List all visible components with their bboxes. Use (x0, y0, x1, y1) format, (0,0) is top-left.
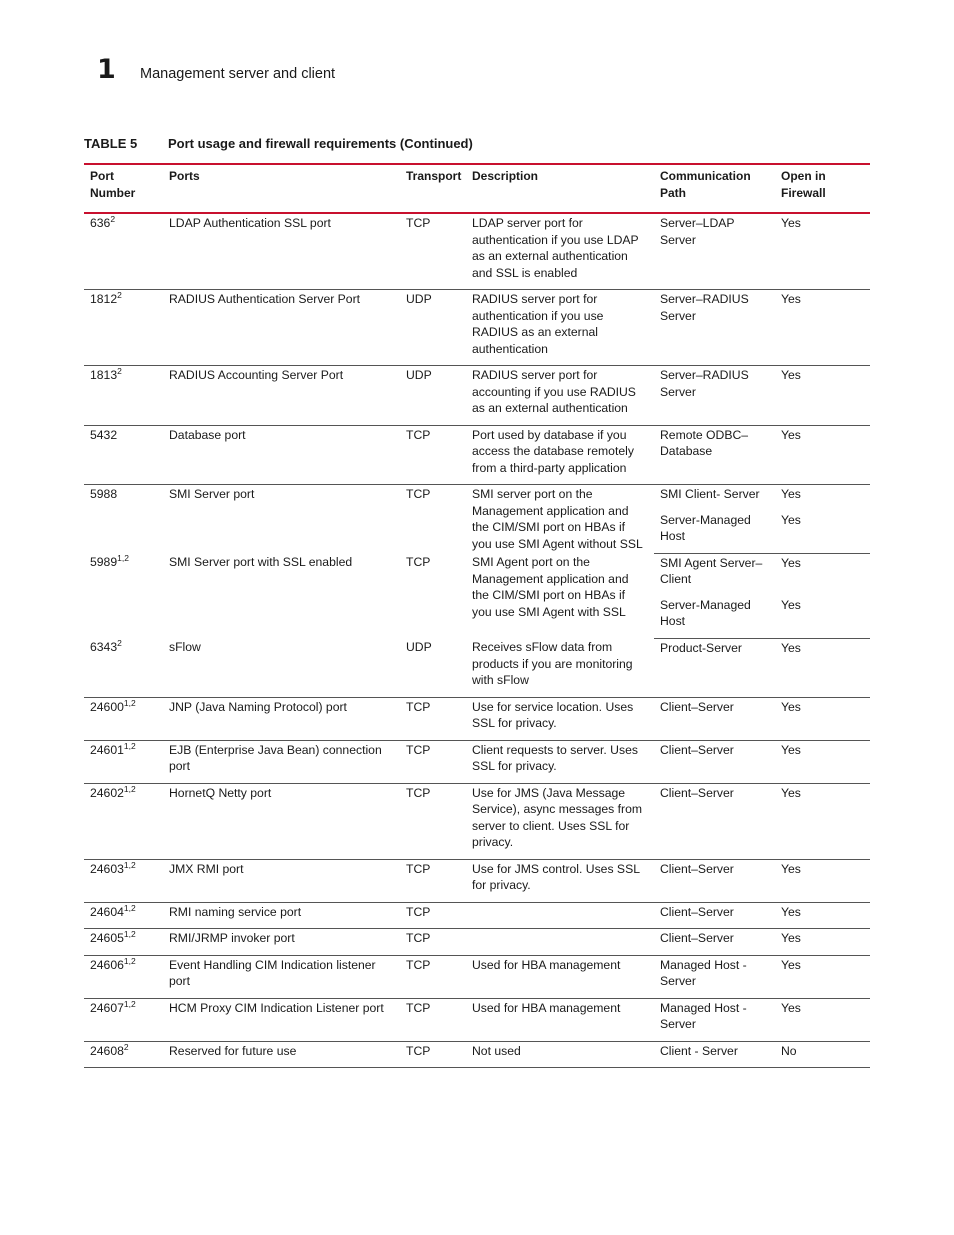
table-row (84, 955, 870, 998)
cell-port-number (84, 740, 163, 783)
cell-communication-path: Client–Server (654, 902, 775, 929)
cell-port-name: RMI/JRMP invoker port (163, 929, 400, 956)
cell-description: Use for JMS (Java Message Service), async messages from server to client. Uses SSL for privacy. (466, 783, 654, 859)
cell-open-in-firewall: Yes (775, 213, 870, 290)
cell-open-in-firewall: Yes (775, 783, 870, 859)
port-number: 24602 (90, 785, 124, 800)
chapter-title: Management server and client (140, 66, 336, 82)
cell-port-number (84, 929, 163, 956)
cell-transport: TCP (400, 998, 466, 1041)
cell-description (466, 929, 654, 956)
cell-open-in-firewall: Yes (775, 955, 870, 998)
cell-port-number (84, 366, 163, 426)
cell-description: SMI Agent port on the Management application and the CIM/SMI port on HBAs if you use SMI Agent with SSL (472, 555, 629, 619)
cell-port-number (84, 485, 163, 554)
port-number: 1813 (90, 368, 118, 382)
port-number: 5989 (90, 555, 118, 569)
cell-open-in-firewall: Yes (775, 697, 870, 740)
table-body (84, 213, 870, 1068)
table-row (84, 290, 870, 366)
cell-open-in-firewall: No (775, 1041, 870, 1068)
port-usage-table (84, 163, 870, 1068)
column-header-ports: Ports (163, 164, 400, 213)
cell-port-number (84, 425, 163, 485)
cell-open-in-firewall: Yes (775, 740, 870, 783)
cell-description (466, 902, 654, 929)
cell-port-name: JMX RMI port (163, 859, 400, 902)
cell-description: RADIUS server port for authentication if you use RADIUS as an external authentication (466, 290, 654, 366)
cell-transport: UDP (400, 638, 466, 697)
port-number: 24608 (90, 1043, 124, 1058)
table-row (84, 1041, 870, 1068)
cell-description: RADIUS server port for accounting if you use RADIUS as an external authentication (466, 366, 654, 426)
cell-communication-path: Remote ODBC–Database (654, 425, 775, 485)
footnote-ref: 1,2 (123, 998, 136, 1009)
cell-port-name: JNP (Java Naming Protocol) port (163, 697, 400, 740)
port-number: 636 (90, 216, 111, 230)
footnote-ref: 1,2 (117, 553, 129, 563)
cell-port-name: SMI Server port with SSL enabled (169, 555, 353, 569)
port-number: 24607 (90, 1000, 124, 1015)
cell-description: Client requests to server. Uses SSL for privacy. (466, 740, 654, 783)
cell-transport: TCP (400, 929, 466, 956)
cell-description: Used for HBA management (466, 998, 654, 1041)
cell-port-name: RMI naming service port (163, 902, 400, 929)
cell-transport: TCP (400, 697, 466, 740)
column-header-transport: Transport (400, 164, 466, 213)
cell-port-name: Database port (163, 425, 400, 485)
cell-transport: TCP (400, 859, 466, 902)
cell-communication-path: Managed Host - Server (654, 955, 775, 998)
table-row (84, 213, 870, 290)
cell-open-in-firewall: Yes (775, 425, 870, 485)
cell-description: SMI server port on the Management application and the CIM/SMI port on HBAs if you use SMI Agent without SSL (472, 487, 643, 551)
cell-port-name: HCM Proxy CIM Indication Listener port (163, 998, 400, 1041)
table-row (84, 783, 870, 859)
cell-communication-path: Client–Server (654, 929, 775, 956)
column-header-description: Description (466, 164, 654, 213)
table-row (84, 425, 870, 485)
cell-communication-path: Client–Server (654, 859, 775, 902)
table-row (84, 553, 870, 588)
cell-communication-path: Server-Managed Host (654, 503, 775, 554)
footnote-ref: 2 (117, 290, 122, 300)
cell-open-in-firewall: Yes (775, 366, 870, 426)
footnote-ref: 1,2 (123, 740, 136, 751)
table-header-row (84, 164, 870, 213)
cell-communication-path: Server–LDAP Server (654, 213, 775, 290)
table-row (84, 697, 870, 740)
table-row (84, 859, 870, 902)
cell-open-in-firewall: Yes (781, 487, 801, 501)
cell-port-number (84, 290, 163, 366)
cell-communication-path: Managed Host - Server (654, 998, 775, 1041)
footnote-ref: 1,2 (123, 955, 136, 966)
cell-communication-path: Server–RADIUS Server (654, 290, 775, 366)
cell-port-number (84, 638, 163, 697)
cell-open-in-firewall: Yes (775, 588, 870, 639)
cell-port-name: Event Handling CIM Indication listener port (163, 955, 400, 998)
cell-port-number (84, 697, 163, 740)
cell-description: Use for JMS control. Uses SSL for privacy. (466, 859, 654, 902)
cell-description: Use for service location. Uses SSL for privacy. (466, 697, 654, 740)
cell-port-number (84, 783, 163, 859)
table-row (84, 485, 870, 503)
cell-open-in-firewall: Yes (775, 503, 870, 554)
table-row (84, 366, 870, 426)
cell-open-in-firewall: Yes (775, 998, 870, 1041)
column-header-port-number: Port Number (84, 164, 163, 213)
cell-communication-path: Client–Server (654, 697, 775, 740)
cell-open-in-firewall: Yes (775, 290, 870, 366)
port-number: 5988 (90, 487, 118, 501)
cell-transport: UDP (400, 366, 466, 426)
column-header-communication-path: Communication Path (654, 164, 775, 213)
column-header-open-in-firewall: Open in Firewall (775, 164, 870, 213)
cell-description: Port used by database if you access the database remotely from a third-party application (466, 425, 654, 485)
cell-port-name: LDAP Authentication SSL port (163, 213, 400, 290)
footnote-ref: 1,2 (123, 929, 136, 939)
table-row (84, 638, 870, 697)
cell-open-in-firewall: Yes (775, 902, 870, 929)
cell-port-number (84, 859, 163, 902)
cell-port-name: RADIUS Accounting Server Port (163, 366, 400, 426)
cell-transport: TCP (406, 555, 431, 569)
port-number: 24604 (90, 904, 124, 919)
cell-communication-path: Client–Server (654, 783, 775, 859)
cell-port-number (84, 998, 163, 1041)
cell-communication-path: Client–Server (654, 740, 775, 783)
cell-port-name: sFlow (163, 638, 400, 697)
table-row (84, 929, 870, 956)
table-caption (84, 134, 874, 154)
cell-communication-path: Server–RADIUS Server (654, 366, 775, 426)
chapter-number: 1 (97, 54, 116, 85)
cell-port-name: SMI Server port (169, 487, 255, 501)
cell-port-name: RADIUS Authentication Server Port (163, 290, 400, 366)
table-row (84, 998, 870, 1041)
cell-communication-path: Server-Managed Host (654, 588, 775, 639)
port-number: 24605 (90, 931, 124, 945)
cell-open-in-firewall: Yes (775, 929, 870, 956)
port-number: 24601 (90, 742, 124, 757)
port-number: 24603 (90, 861, 124, 876)
cell-port-name: EJB (Enterprise Java Bean) connection port (163, 740, 400, 783)
footnote-ref: 2 (110, 214, 116, 224)
cell-port-number (84, 213, 163, 290)
cell-open-in-firewall: Yes (781, 555, 801, 570)
cell-open-in-firewall: Yes (775, 859, 870, 902)
cell-transport: TCP (400, 902, 466, 929)
table-row (84, 740, 870, 783)
cell-transport: TCP (400, 955, 466, 998)
footnote-ref: 2 (117, 638, 122, 648)
cell-transport: TCP (400, 213, 466, 290)
port-number: 24600 (90, 699, 124, 714)
footnote-ref: 2 (123, 1041, 129, 1052)
cell-transport: UDP (400, 290, 466, 366)
cell-port-name: HornetQ Netty port (163, 783, 400, 859)
cell-transport: TCP (400, 740, 466, 783)
cell-description: LDAP server port for authentication if you use LDAP as an external authentication and SSL is enabled (466, 213, 654, 290)
port-number: 24606 (90, 957, 124, 972)
table-title: Port usage and firewall requirements (Continued) (168, 136, 473, 151)
footnote-ref: 1,2 (123, 783, 136, 794)
cell-transport: TCP (400, 425, 466, 485)
cell-port-number (84, 955, 163, 998)
port-number: 6343 (90, 640, 118, 654)
footnote-ref: 1,2 (123, 902, 136, 913)
cell-transport: TCP (406, 487, 431, 501)
cell-communication-path: SMI Agent Server–Client (660, 555, 763, 586)
cell-port-name: Reserved for future use (163, 1041, 400, 1068)
cell-communication-path: Client - Server (654, 1041, 775, 1068)
footnote-ref: 1,2 (123, 697, 136, 708)
port-number: 5432 (90, 427, 118, 442)
cell-description: Used for HBA management (466, 955, 654, 998)
cell-transport: TCP (400, 783, 466, 859)
table-row (84, 902, 870, 929)
cell-port-number (84, 902, 163, 929)
cell-description: Receives sFlow data from products if you are monitoring with sFlow (466, 638, 654, 697)
cell-port-number (84, 553, 163, 638)
cell-description: Not used (466, 1041, 654, 1068)
footnote-ref: 2 (117, 366, 122, 376)
footnote-ref: 1,2 (123, 859, 136, 870)
cell-port-number (84, 1041, 163, 1068)
cell-transport: TCP (400, 1041, 466, 1068)
port-number: 1812 (90, 292, 118, 306)
cell-open-in-firewall: Yes (775, 638, 870, 697)
table-label: TABLE 5 (84, 136, 138, 151)
cell-communication-path: Product-Server (654, 638, 775, 697)
cell-communication-path: SMI Client- Server (660, 487, 760, 501)
